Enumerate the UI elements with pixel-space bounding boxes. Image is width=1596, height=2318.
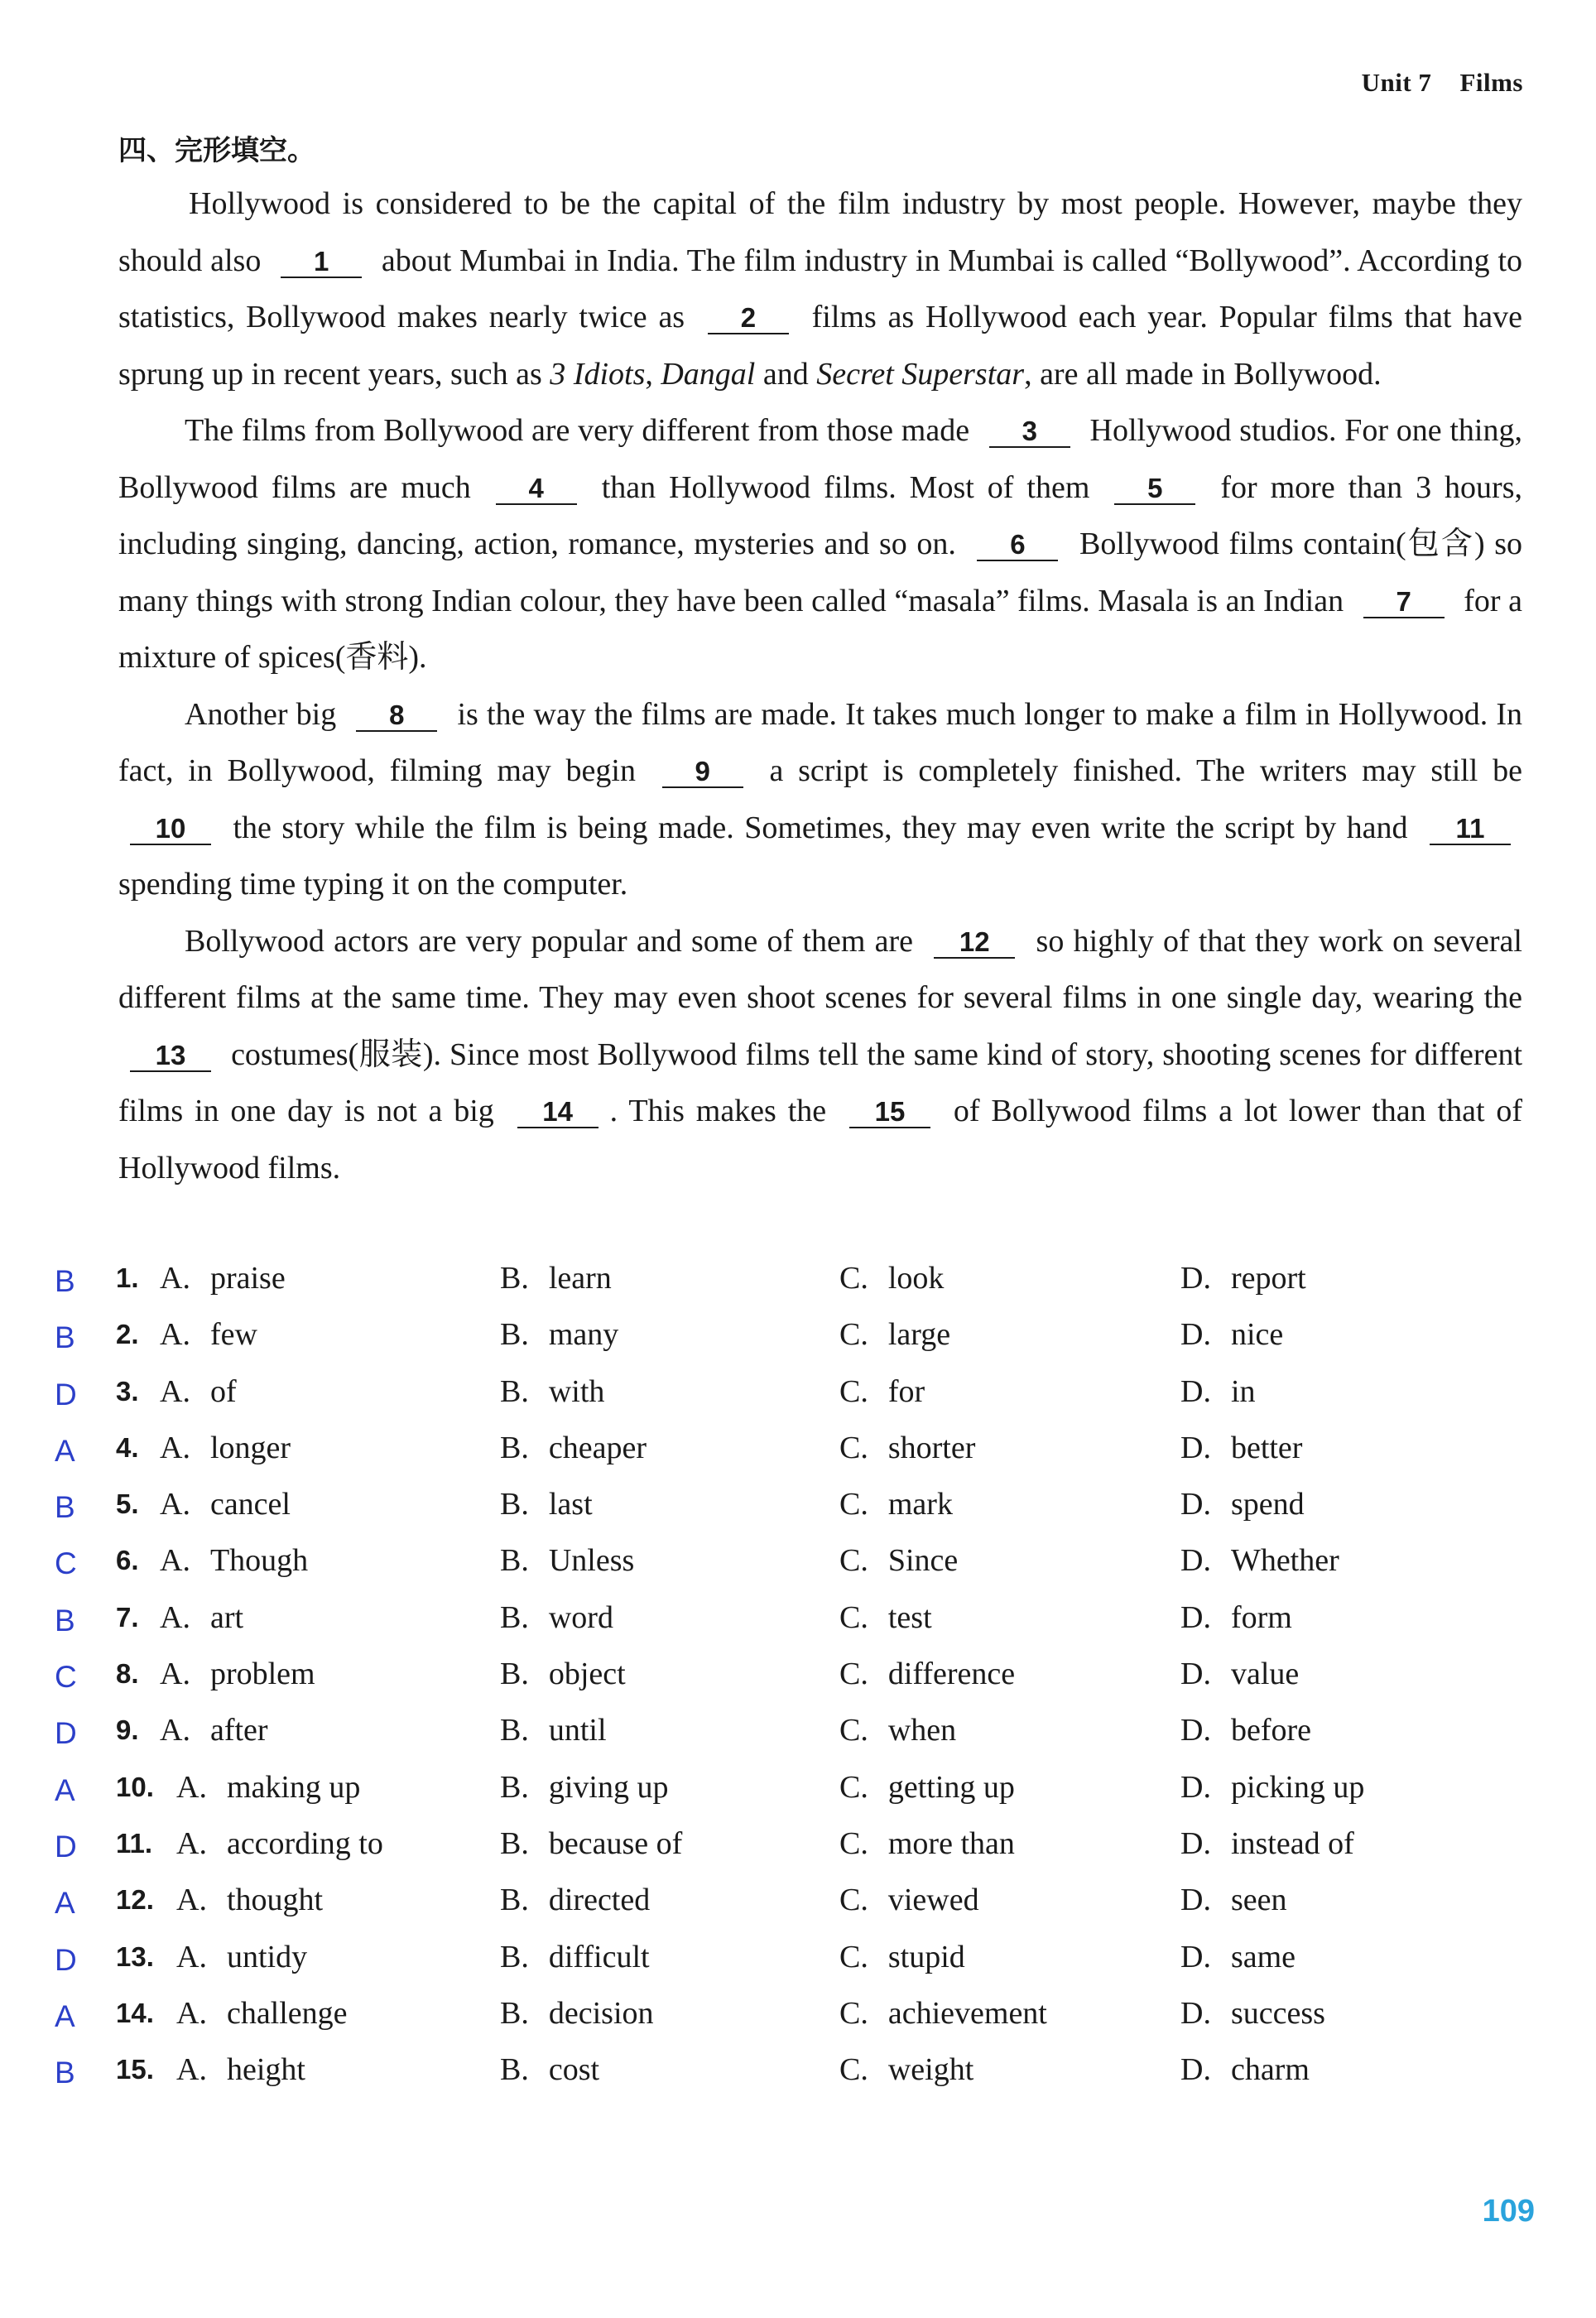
blank-2: 2 [708, 303, 789, 334]
unit-header [1362, 68, 1523, 98]
option-b: B. difficult [500, 1939, 650, 1974]
question-number: 3. [116, 1375, 139, 1407]
paragraph-3: Another big 8 is the way the films are made. It takes much longer to make a film in Hollywood. In fact, in Bollywood, filming may begin 9 a script is completely finished. The writers may still be 10 the story while the film is being made. Sometimes, they may even write the script by hand 11 spending time typing it on the computer. [118, 696, 1523, 902]
option-c: C. viewed [839, 1883, 979, 1918]
section-title: 四、完形填空。 [118, 134, 315, 167]
option-d: D. nice [1180, 1317, 1284, 1353]
question-row [0, 1646, 1596, 1702]
option-c: C. shorter [839, 1430, 976, 1465]
option-a: A. problem [160, 1657, 315, 1692]
option-c: C. mark [839, 1487, 953, 1522]
question-number: 14. [116, 1997, 154, 2028]
option-d: D. charm [1180, 2052, 1310, 2088]
question-number: 6. [116, 1545, 139, 1576]
question-number: 11. [116, 1827, 153, 1859]
option-c: C. for [839, 1373, 925, 1409]
option-c: C. more than [839, 1825, 1015, 1861]
option-c: C. achievement [839, 1995, 1047, 2031]
option-c: C. when [839, 1713, 957, 1748]
answer-mark: D [55, 1377, 77, 1411]
option-d: D. Whether [1180, 1543, 1339, 1579]
option-b: B. object [500, 1657, 626, 1692]
blank-12: 12 [934, 927, 1015, 959]
blank-10: 10 [130, 814, 211, 845]
answer-mark: B [55, 2056, 75, 2090]
question-row [0, 1872, 1596, 1928]
answer-mark: B [55, 1603, 75, 1638]
answer-mark: D [55, 1716, 77, 1751]
option-a: A. making up [176, 1769, 361, 1805]
option-d: D. same [1180, 1939, 1296, 1974]
option-a: A. according to [176, 1825, 383, 1861]
option-a: A. after [160, 1713, 268, 1748]
page-number: 109 [1482, 2194, 1535, 2229]
blank-4: 4 [496, 474, 577, 505]
paragraph-1: Hollywood is considered to be the capital of the film industry by most people. However, maybe they should also 1 about Mumbai in India. The film industry in Mumbai is called “Bollywood”. According to statistics, Bollywood makes nearly twice as 2 films as Hollywood each year. Popular films that have sprung up in recent years, such as 3 Idiots, Dangal and Secret Superstar, are all made in Bollywood. [118, 186, 1522, 392]
blank-3: 3 [989, 416, 1070, 448]
option-b: B. cheaper [500, 1430, 647, 1465]
paragraph-4: Bollywood actors are very popular and some of them are 12 so highly of that they work on several different films at the same time. They may even shoot scenes for several films in one single day, wearing the 13 costumes(服装). Since most Bollywood films tell the same kind of story, shooting scenes for different films in one day is not a big 14 . This makes the 15 of Bollywood films a lot lower than that of Hollywood films. [118, 923, 1523, 1185]
blank-7: 7 [1363, 587, 1445, 618]
question-row [0, 1702, 1596, 1758]
option-a: A. longer [160, 1430, 291, 1465]
answer-mark: B [55, 1320, 75, 1355]
cloze-passage [118, 176, 1522, 1196]
option-a: A. cancel [160, 1487, 291, 1522]
option-b: B. with [500, 1373, 605, 1409]
unit-title: Films [1459, 68, 1523, 97]
answer-mark: A [55, 1433, 75, 1468]
option-d: D. in [1180, 1373, 1256, 1409]
film-title: Secret Superstar [816, 356, 1025, 392]
option-c: C. weight [839, 2052, 974, 2088]
option-b: B. learn [500, 1261, 612, 1296]
question-row [0, 1815, 1596, 1872]
question-list [0, 1250, 1596, 2098]
option-b: B. directed [500, 1883, 651, 1918]
blank-5: 5 [1114, 474, 1195, 505]
question-number: 7. [116, 1601, 139, 1633]
question-number: 5. [116, 1488, 139, 1520]
option-d: D. better [1180, 1430, 1303, 1465]
answer-mark: B [55, 1490, 75, 1525]
question-number: 8. [116, 1658, 139, 1690]
blank-13: 13 [130, 1041, 211, 1072]
option-a: A. praise [160, 1261, 286, 1296]
answer-mark: C [55, 1660, 77, 1695]
option-b: B. decision [500, 1995, 654, 2031]
question-row [0, 2041, 1596, 2098]
option-a: A. art [160, 1599, 244, 1635]
question-row [0, 1420, 1596, 1476]
answer-mark: D [55, 1942, 77, 1977]
option-b: B. last [500, 1487, 593, 1522]
blank-8: 8 [356, 700, 437, 732]
question-row [0, 1306, 1596, 1363]
option-a: A. untidy [176, 1939, 308, 1974]
question-number: 2. [116, 1319, 139, 1350]
option-d: D. success [1180, 1995, 1325, 2031]
blank-9: 9 [662, 757, 743, 788]
answer-mark: A [55, 1772, 75, 1807]
option-c: C. test [839, 1599, 932, 1635]
option-c: C. getting up [839, 1769, 1015, 1805]
unit-label: Unit 7 [1361, 68, 1432, 97]
question-number: 15. [116, 2054, 154, 2085]
option-a: A. thought [176, 1883, 324, 1918]
option-a: A. Though [160, 1543, 309, 1579]
option-d: D. form [1180, 1599, 1292, 1635]
option-d: D. instead of [1180, 1825, 1354, 1861]
answer-mark: A [55, 1886, 75, 1921]
answer-mark: B [55, 1264, 75, 1298]
question-number: 4. [116, 1431, 139, 1463]
question-row [0, 1363, 1596, 1420]
question-number: 9. [116, 1714, 139, 1746]
option-b: B. cost [500, 2052, 600, 2088]
question-number: 1. [116, 1262, 139, 1293]
option-c: C. large [839, 1317, 951, 1353]
option-b: B. word [500, 1599, 613, 1635]
option-b: B. until [500, 1713, 607, 1748]
question-row [0, 1250, 1596, 1306]
blank-6: 6 [977, 530, 1058, 561]
answer-mark: D [55, 1829, 77, 1864]
question-number: 12. [116, 1884, 154, 1916]
option-a: A. height [176, 2052, 305, 2088]
option-c: C. difference [839, 1657, 1016, 1692]
question-row [0, 1476, 1596, 1532]
option-a: A. few [160, 1317, 257, 1353]
option-d: D. picking up [1180, 1769, 1365, 1805]
option-c: C. look [839, 1261, 945, 1296]
question-row [0, 1589, 1596, 1646]
option-a: A. of [160, 1373, 237, 1409]
option-d: D. seen [1180, 1883, 1287, 1918]
question-row [0, 1985, 1596, 2041]
film-title: 3 Idiots [550, 356, 646, 392]
option-b: B. many [500, 1317, 619, 1353]
option-c: C. stupid [839, 1939, 965, 1974]
blank-14: 14 [517, 1097, 598, 1128]
option-a: A. challenge [176, 1995, 348, 2031]
option-b: B. because of [500, 1825, 683, 1861]
option-b: B. giving up [500, 1769, 669, 1805]
question-row [0, 1759, 1596, 1815]
paragraph-2: The films from Bollywood are very different from those made 3 Hollywood studios. For one thing, Bollywood films are much 4 than Hollywood films. Most of them 5 for more than 3 hours, including singing, dancing, action, romance, mysteries and so on. 6 Bollywood films contain(包含) so many things with strong Indian colour, they have been called “masala” films. Masala is an Indian 7 for a mixture of spices(香料). [118, 413, 1522, 675]
question-number: 13. [116, 1940, 154, 1972]
option-b: B. Unless [500, 1543, 635, 1579]
question-number: 10. [116, 1771, 154, 1802]
option-d: D. value [1180, 1657, 1300, 1692]
blank-11: 11 [1430, 814, 1511, 845]
option-d: D. spend [1180, 1487, 1305, 1522]
question-row [0, 1532, 1596, 1589]
answer-mark: A [55, 1998, 75, 2033]
option-d: D. report [1180, 1261, 1306, 1296]
blank-15: 15 [849, 1097, 930, 1128]
question-row [0, 1929, 1596, 1985]
option-d: D. before [1180, 1713, 1311, 1748]
option-c: C. Since [839, 1543, 959, 1579]
film-title: Dangal [661, 356, 756, 392]
answer-mark: C [55, 1546, 77, 1581]
blank-1: 1 [281, 247, 362, 278]
